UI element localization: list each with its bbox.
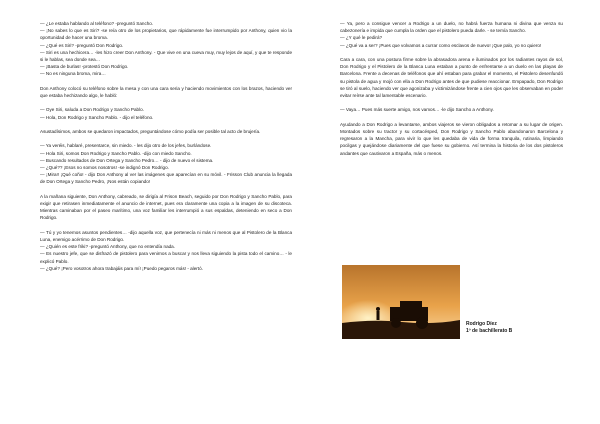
spacer [340, 99, 563, 106]
paragraph: — ¿Qué va a ser? ¡Pues que volvamos a currar como esclavos de nuevo! ¡Que palo, yo no quiero! [340, 42, 542, 48]
paragraph: — Es nuestro jefe, que se disfrazó de pistolero para venirnos a buscar y nos lleva siguiendo la pista todo el camino… - le explicó Pablo. [40, 251, 292, 264]
paragraph: Asustadísimos, ambos se quedaron impactados, preguntándose cómo podía ser posible tal acto de brujería. [40, 129, 261, 134]
paragraph: — ¿Quién es este friki? -preguntó Anthony, que no entendía nada. [40, 244, 176, 250]
spacer [340, 114, 563, 121]
paragraph: — ¿Le estaba hablando al teléfono? -preguntó Sancho. [40, 21, 154, 26]
paragraph: Ayudando a Don Rodrigo a levantarse, ambos viajeros se vieron obligados a retomar a su lugar de origen. Montados sobre su tractor y su cortacésped, Don Rodrigo y Sancho Pablo abandonaron Barcelona y regresaron a la Mancha, para vivir lo que les quedaba de vida de forma tranquila, rutinaria, limpiando pocilgas y quejándose diariamente del que fuese su gobierno. Así termina la historia de los dos pistoleros andantes que cautivaron a España, más o menos. [340, 121, 563, 156]
spacer [340, 49, 563, 56]
paragraph: — ¡Mira!! ¡Qué coño! - dijo Don Anthony al ver las imágenes que aparecían en su móvil. - Frisson Club anuncia la llegada de Don Ortega y Sancho Pedro, ¡Nos están copiando! [40, 172, 292, 185]
paragraph: — ¡No sabes lo que es Siri? -se reía otro de los propietarios, que rápidamente fue interrumpido por Anthony, quien vio la oportunidad de hacer una broma. [40, 28, 292, 41]
paragraph: — Tú y yo tenemos asuntos pendientes… -dijo aquella voz, que pertenecía ni más ni menos que al Pistolero de la Blanca Luna, enemigo acérrimo de Don Rodrigo. [40, 229, 292, 242]
paragraph: — Buscando resultados de Don Ortega y Sancho Pedro… - dijo de nuevo el sistema. [40, 157, 214, 163]
paragraph: — Hola Siri, somos Don Rodrigo y Sancho Pablo. -dijo con miedo Sancho. [40, 150, 192, 156]
author-name: Rodrigo Díez [466, 321, 497, 327]
paragraph: — Oye Siri, saluda a Don Rodrigo y Sancho Pablo. [40, 107, 144, 113]
paragraph: — ¿Qué? ¡Pero vosotros ahora trabajáis para mí! ¡Puedo pegaros más! - alertó. [40, 265, 203, 271]
paragraph: Cara a cara, con una postura firme sobre la abrasadora arena e iluminados por los radiantes rayos de sol, Don Rodrigo y el Pistolero de la Blanca Luna estaban a punto de enfrentarse a un duelo en las playas de Barcelona. Frente a decenas de teléfonos que ahí estaban para grabar el momento, el Pistolero desenfundó su pistola de agua y mojó con ella a Don Rodrigo antes de que pudiese reaccionar. Empapado, Don Rodrigo se tiró al suelo, haciendo ver que agonizaba y victimizándose frente a cien ojos que les observaban en poder evitar reírse ante tal lamentable escenario. [340, 57, 563, 99]
paragraph: — Hola, Don Rodrigo y Sancho Pablo. - dijo el teléfono. [40, 114, 154, 120]
paragraph: — ¿Y qué le pedirá? [340, 35, 383, 41]
person-silhouette [376, 307, 380, 320]
photo-caption [466, 321, 512, 335]
paragraph: — ¿Qué es Siri? -preguntó Don Rodrigo. [40, 42, 124, 48]
left-page-text [40, 20, 292, 272]
paragraph: Don Anthony colocó su teléfono sobre la mesa y con una cara seria y haciendo movimientos con los brazos, haciendo ver que estaba hechizando algo, le habló: [40, 85, 292, 99]
paragraph: — ¿Qué?? ¡Esos no somos nosotros! -se indignó Don Rodrigo. [40, 165, 169, 170]
author-course: 1º de bachillerato B [466, 328, 513, 334]
paragraph: A la mañana siguiente, Don Anthony, cabreado, se dirigía al Frison Beach, seguido por Don Rodrigo y Sancho Pablo, para exigir que retirasen inmediatamente el anuncio de internet, pues era claramente una copia a la imagen de su discoteca. Mientras caminaban por el paseo marítimo, una voz familiar les interrumpió a sus espaldas, deteniendo en seco a Don Rodrigo. [40, 193, 292, 221]
spacer [40, 99, 292, 106]
paragraph: — No es ninguna broma, mira… [40, 71, 106, 77]
spacer [40, 78, 292, 85]
ground [342, 320, 460, 339]
tractor-sunset-photo [342, 265, 460, 339]
spacer [40, 135, 292, 142]
spacer [40, 222, 292, 229]
paragraph: — Ya, pero a consigue vencer a Rodrigo a un duelo, no habrá fuerza humana ni divina que venza su cabezonería e impida que cumpla la orden que el pistolero pueda darle. - se temía Sancho. [340, 21, 563, 34]
paragraph: — ¡Basta de burlas! -protestó Don Rodrigo. [40, 64, 129, 70]
spacer [40, 186, 292, 193]
spacer [40, 121, 292, 128]
paragraph: — Siri es una hechicera… -les hizo creer Don Anthony. - Que vive en una cueva muy, muy lejos de aquí, y que te responde si le hablas, sea donde sea… [40, 49, 292, 63]
paragraph: — Vaya… Pues más suerte amigo, nos vamos… -le dijo Sancho a Anthony. [340, 107, 494, 113]
right-page-text [340, 20, 563, 157]
paragraph: — Ya veréis, hablaré, presentarce, sin miedo. - les dijo otro de los jefes, burlándose. [40, 143, 212, 149]
